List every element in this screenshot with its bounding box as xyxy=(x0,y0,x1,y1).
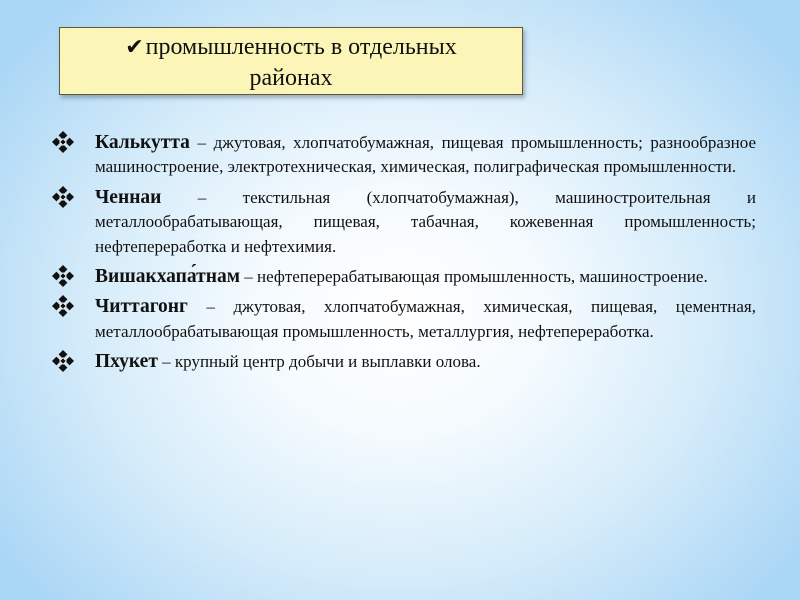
city-description: – джутовая, хлопчатобумажная, химическая, пищевая, цементная, металлообрабатывающая промышленность, металлургия, нефтепереработка. xyxy=(95,297,756,341)
diamond-flower-bullet-icon xyxy=(52,295,74,317)
industry-list xyxy=(52,131,756,381)
city-description: – крупный центр добычи и выплавки олова. xyxy=(157,352,481,372)
list-item-phuket xyxy=(52,350,756,374)
city-name: Пхукет xyxy=(95,351,158,373)
title-text-block xyxy=(91,32,491,94)
diamond-flower-bullet-icon xyxy=(52,350,74,372)
city-name: Вишакхапа́тнам xyxy=(95,266,241,288)
title-text: промышленность в отдельных районах xyxy=(145,34,457,91)
list-item-chennai xyxy=(52,186,756,259)
list-item-chittagong xyxy=(52,295,756,344)
list-item-visakhapatnam xyxy=(52,265,756,289)
checkmark-icon: ✔ xyxy=(125,35,144,60)
city-description: – нефтеперерабатывающая промышленность, машиностроение. xyxy=(240,267,708,287)
diamond-flower-bullet-icon xyxy=(52,186,74,208)
city-name: Ченнаи xyxy=(95,186,162,208)
city-name: Читтагонг xyxy=(95,296,188,318)
title-box xyxy=(59,27,523,95)
city-description: – джутовая, хлопчатобумажная, пищевая промышленность; разнообразное машиностроение, электротехническая, химическая, полиграфическая промышленности. xyxy=(95,133,756,177)
list-item-kolkata xyxy=(52,131,756,180)
city-name: Калькутта xyxy=(95,132,190,153)
diamond-flower-bullet-icon xyxy=(52,265,74,287)
diamond-flower-bullet-icon xyxy=(52,131,74,153)
city-description: – текстильная (хлопчатобумажная), машиностроительная и металлообрабатывающая, пищевая, табачная, кожевенная промышленность; нефтепереработка и нефтехимия. xyxy=(95,187,756,256)
